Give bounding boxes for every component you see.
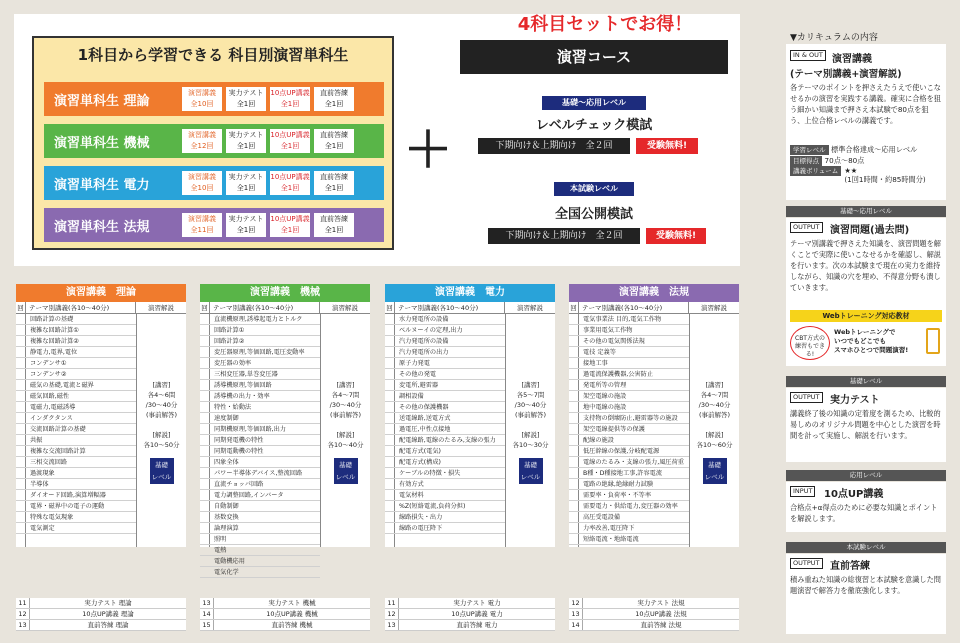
table-row: 誘導機の出力・効率 <box>200 391 320 402</box>
extra-row-label: 10点UP講義 理論 <box>82 610 134 618</box>
lecture-subtitle: (テーマ別講義+演習解説) <box>790 69 902 80</box>
lecture-table-heading: 演習講義 法規 <box>569 284 739 302</box>
extra-row-label: 10点UP講義 電力 <box>451 610 503 618</box>
subject-row-name: 演習単科生 電力 <box>54 177 150 193</box>
table-row: 配線の施設 <box>569 435 689 446</box>
table-row: 電動機応用 <box>200 556 320 567</box>
lecture-table-heading: 演習講義 機械 <box>200 284 370 302</box>
subject-row-chip: 直前答練 全1回 <box>314 87 354 111</box>
table-row: 事業用電気工作物 <box>569 325 689 336</box>
test-description: 講義終了後の知識の定着度を測るため、比較的易しめのオリジナル問題を中心とした演習を時間を計って実施し、解説を行います。 <box>790 409 941 440</box>
extra-row-number: 12 <box>16 609 30 619</box>
past-title: 演習問題(過去問) <box>830 225 910 236</box>
table-row: パワー半導体デバイス,整流回路 <box>200 468 320 479</box>
table-row: 複雑な回路計算② <box>16 336 136 347</box>
basic-level-badge: 基礎 レベル <box>334 458 358 484</box>
test-title: 実力テスト <box>830 395 880 406</box>
commentary-info: [解説] 各10～30分 <box>512 431 549 449</box>
mock2-title: 全国公開模試 <box>554 207 633 222</box>
table-row: 電線のたるみ・支線の張力,風圧荷重 <box>569 457 689 468</box>
table-row: 過電圧,中性点接地 <box>385 424 505 435</box>
lecture-table-extras <box>385 598 555 631</box>
table-row: 半導体 <box>16 479 136 490</box>
table-row: 電気測定 <box>16 523 136 534</box>
table-row: 変圧器の効率 <box>200 358 320 369</box>
extra-row <box>200 598 370 609</box>
extra-row-label: 10点UP講義 法規 <box>635 610 687 618</box>
column-header: テーマ別講義(各10～40分) <box>210 302 320 313</box>
lecture-tag: IN & OUT <box>790 50 826 61</box>
subject-row-chip: 実力テスト 全1回 <box>226 171 266 195</box>
extra-row-label: 直前答練 理論 <box>87 621 129 629</box>
extra-row <box>385 609 555 620</box>
table-row: 変電所,避雷器 <box>385 380 505 391</box>
extra-row <box>569 609 739 620</box>
extra-row-number: 14 <box>569 620 583 630</box>
extra-row <box>385 598 555 609</box>
lecture-block <box>786 44 946 200</box>
table-row: 交流回路計算の基礎 <box>16 424 136 435</box>
subject-row-chip: 演習講義 全10回 <box>182 87 222 111</box>
table-row: ケーブルの特徴・損失 <box>385 468 505 479</box>
table-row: 需要電力・供給電力,変圧器の効率 <box>569 501 689 512</box>
past-level: 基礎～応用レベル <box>786 206 946 217</box>
basic-level-badge: 基礎 レベル <box>519 458 543 484</box>
table-row: 直流チョッパ回路 <box>200 479 320 490</box>
extra-row <box>569 598 739 609</box>
lecture-table-heading: 演習講義 理論 <box>16 284 186 302</box>
table-row: %Z(短絡電流,負荷分担) <box>385 501 505 512</box>
extra-row-label: 実力テスト 電力 <box>453 599 501 607</box>
lecture-level-value: 標準合格達成～応用レベル <box>831 145 918 154</box>
lecture-table <box>200 284 370 576</box>
table-row: 水力発電所の設備 <box>385 314 505 325</box>
table-row: 同期発電機の特性 <box>200 435 320 446</box>
table-row: 電磁力,電磁誘導 <box>16 402 136 413</box>
test-block <box>786 388 946 462</box>
tenup-title: 10点UP講義 <box>824 489 884 500</box>
table-row: 汽力発電所の設備 <box>385 336 505 347</box>
table-row: 変圧器原理,等価回路,電圧変動率 <box>200 347 320 358</box>
table-row: その他の電気関係法規 <box>569 336 689 347</box>
subject-row-chip: 演習講義 全12回 <box>182 129 222 153</box>
lecture-table-columns <box>200 302 370 314</box>
table-row: 同期機原理,等価回路,出力 <box>200 424 320 435</box>
final-level: 本試験レベル <box>786 542 946 553</box>
tenup-tag: INPUT <box>790 486 815 497</box>
final-block <box>786 554 946 634</box>
tenup-block <box>786 482 946 532</box>
subject-row-chip: 10点UP講義 全1回 <box>270 87 310 111</box>
extra-row-label: 10点UP講義 機械 <box>266 610 318 618</box>
table-row: 送電線路,送電方式 <box>385 413 505 424</box>
table-row: 調相設備 <box>385 391 505 402</box>
test-tag: OUTPUT <box>790 392 823 403</box>
extra-row-number: 11 <box>16 598 30 608</box>
subject-course-box <box>32 36 394 250</box>
table-row: 電力調整回路,インバータ <box>200 490 320 501</box>
subject-row-chip: 直前答練 全1回 <box>314 171 354 195</box>
table-row: 複雑な回路計算① <box>16 325 136 336</box>
lecture-table <box>16 284 186 547</box>
table-row: 誘導機原理,等価回路 <box>200 380 320 391</box>
column-header: 演習解説 <box>332 304 358 312</box>
table-row: 地中電線の施設 <box>569 402 689 413</box>
mock1-level-badge: 基礎～応用レベル <box>542 96 646 110</box>
subject-row-name: 演習単科生 機械 <box>54 135 150 151</box>
column-header: 回 <box>385 302 395 313</box>
table-row: 需要率・負荷率・不等率 <box>569 490 689 501</box>
extra-row-number: 13 <box>16 620 30 630</box>
final-tag: OUTPUT <box>790 558 823 569</box>
table-row: 力率改善,電圧降下 <box>569 523 689 534</box>
exercise-course-title: 演習コース <box>460 40 728 74</box>
web-training-text: Webトレーニングで いつでもどこでも スマホひとつで問題演習! <box>834 328 909 354</box>
table-row: 磁気の基礎,電流と磁界 <box>16 380 136 391</box>
table-row: インダクタンス <box>16 413 136 424</box>
web-training-label: Webトレーニング対応教材 <box>790 310 942 322</box>
table-row: 回路計算② <box>200 336 320 347</box>
lecture-table-columns <box>385 302 555 314</box>
table-row: 自動制御 <box>200 501 320 512</box>
table-row: 照明 <box>200 534 320 545</box>
table-row: その他の発電 <box>385 369 505 380</box>
column-header: 回 <box>16 302 26 313</box>
promo-heading: 4科目セットでお得！ <box>517 14 693 35</box>
lecture-table-heading: 演習講義 電力 <box>385 284 555 302</box>
lecture-level-label: 学習レベル <box>790 145 829 155</box>
table-row: 配電方式(構成) <box>385 457 505 468</box>
table-row: 基数変換 <box>200 512 320 523</box>
plus-icon: ＋ <box>404 122 453 178</box>
extra-row-number: 12 <box>385 609 399 619</box>
lecture-description: 各テーマのポイントを押さえたうえで使いこなせるかの演習を実践する講義。確実に合格を狙う細かい知識まで押さえ本試験で80点を狙う、上位合格レベルの講義です。 <box>790 83 941 125</box>
subject-row-chip: 実力テスト 全1回 <box>226 129 266 153</box>
past-block <box>786 218 946 366</box>
table-row: コンデンサ① <box>16 358 136 369</box>
subject-row-chip: 演習講義 全10回 <box>182 171 222 195</box>
subject-row-chip: 演習講義 全11回 <box>182 213 222 237</box>
table-row: 直流機原理,誘導起電力とトルク <box>200 314 320 325</box>
lecture-table-columns <box>16 302 186 314</box>
lecture-table <box>385 284 555 547</box>
table-row: 回路計算① <box>200 325 320 336</box>
lecture-volume-label: 講義ボリューム <box>790 166 841 176</box>
tenup-level: 応用レベル <box>786 470 946 481</box>
final-description: 積み重ねた知識の総復習と本試験を意識した問題演習で解答力を徹底強化します。 <box>790 575 941 595</box>
extra-row <box>16 620 186 631</box>
table-row: 論理演算 <box>200 523 320 534</box>
table-row: 過渡現象 <box>16 468 136 479</box>
table-row: B種・D種接地工事,許容電流 <box>569 468 689 479</box>
subject-row <box>44 82 384 116</box>
table-row: 有効方式 <box>385 479 505 490</box>
commentary-info: [解説] 各10～40分 <box>327 431 364 449</box>
table-row: 磁気回路,磁性 <box>16 391 136 402</box>
subject-row <box>44 166 384 200</box>
table-row: 特性・始動法 <box>200 402 320 413</box>
past-description: テーマ別講義で押さえた知識を、演習問題を解くことで実際に使いこなせるかを確認し、解説を行います。次の本試験まで現在の実力を維持しながら、知識の穴を埋め、不得意分野も潰していきます。 <box>790 239 941 292</box>
extra-row-label: 実力テスト 理論 <box>84 599 132 607</box>
mock2-schedule: 下期向け＆上期向け 全２回 <box>488 228 640 244</box>
table-row: 過電流保護機器,公害防止 <box>569 369 689 380</box>
subject-row-chip: 10点UP講義 全1回 <box>270 213 310 237</box>
table-row: 低圧幹線の保護,分岐配電源 <box>569 446 689 457</box>
table-row: 配電線路,電線のたるみ,支線の張力 <box>385 435 505 446</box>
extra-row <box>200 609 370 620</box>
basic-level-badge: 基礎 レベル <box>703 458 727 484</box>
lecture-volume-value: ★★ (1回1時間・約85時間分) <box>844 166 926 184</box>
table-row: 速度制御 <box>200 413 320 424</box>
exercise-info: [講習] 各5～7問 /30～40分 (事前解答) <box>514 381 547 419</box>
table-row: その他の保護機器 <box>385 402 505 413</box>
commentary-info: [解説] 各10～60分 <box>696 431 733 449</box>
extra-row <box>16 598 186 609</box>
lecture-table <box>569 284 739 547</box>
extra-row <box>569 620 739 631</box>
table-row: 電技 定義等 <box>569 347 689 358</box>
lecture-target-value: 70点～80点 <box>824 156 865 165</box>
mock2-free-badge: 受験無料! <box>646 228 706 244</box>
mock1-title: レベルチェック模試 <box>535 118 653 133</box>
table-row: 架空電線の施設 <box>569 391 689 402</box>
cbt-badge: CBT方式の 練習もできる! <box>790 326 830 360</box>
mock1-schedule: 下期向け＆上期向け 全２回 <box>478 138 630 154</box>
extra-row <box>385 620 555 631</box>
table-row: 三相交流回路 <box>16 457 136 468</box>
mock1-free-badge: 受験無料! <box>636 138 698 154</box>
subject-row-chip: 直前答練 全1回 <box>314 129 354 153</box>
table-row: 同期電動機の特性 <box>200 446 320 457</box>
lecture-target-label: 目標得点 <box>790 156 822 166</box>
table-row: 電路の絶縁,絶縁耐力試験 <box>569 479 689 490</box>
extra-row-number: 15 <box>200 620 214 630</box>
column-header: テーマ別講義(各10～40分) <box>395 302 505 313</box>
table-row: 特殊な電気現象 <box>16 512 136 523</box>
subject-row-chip: 実力テスト 全1回 <box>226 213 266 237</box>
curriculum-heading: ▼カリキュラムの内容 <box>790 33 878 43</box>
tenup-description: 合格点+α得点のために必要な知識とポイントを解説します。 <box>790 503 938 523</box>
extra-row-label: 直前答練 法規 <box>640 621 682 629</box>
subject-box-title: 1科目から学習できる 科目別演習単科生 <box>77 46 349 64</box>
subject-row-name: 演習単科生 理論 <box>54 93 150 109</box>
extra-row-label: 直前答練 電力 <box>456 621 498 629</box>
subject-row-name: 演習単科生 法規 <box>54 219 150 235</box>
table-row: 配電方式(電気) <box>385 446 505 457</box>
table-row: 共振 <box>16 435 136 446</box>
lecture-title: 演習講義 <box>832 54 872 65</box>
table-row: 原子力発電 <box>385 358 505 369</box>
column-header: 回 <box>569 302 579 313</box>
subject-row-chip: 直前答練 全1回 <box>314 213 354 237</box>
subject-row <box>44 124 384 158</box>
extra-row-number: 12 <box>569 598 583 608</box>
extra-row-number: 14 <box>200 609 214 619</box>
table-row: 発電所等の管理 <box>569 380 689 391</box>
table-row: ベルヌーイの定理,出力 <box>385 325 505 336</box>
extra-row-label: 実力テスト 法規 <box>637 599 685 607</box>
extra-row-label: 直前答練 機械 <box>271 621 313 629</box>
lecture-table-columns <box>569 302 739 314</box>
extra-row <box>200 620 370 631</box>
lecture-table-extras <box>16 598 186 631</box>
table-row: 静電力,電界,電位 <box>16 347 136 358</box>
column-header: 演習解説 <box>148 304 174 312</box>
column-header: 演習解説 <box>517 304 543 312</box>
table-row: コンデンサ② <box>16 369 136 380</box>
past-tag: OUTPUT <box>790 222 823 233</box>
table-row: 接地工事 <box>569 358 689 369</box>
table-row: 線路の電圧降下 <box>385 523 505 534</box>
lecture-table-extras <box>200 598 370 631</box>
basic-level-badge: 基礎 レベル <box>150 458 174 484</box>
column-header: テーマ別講義(各10～40分) <box>26 302 136 313</box>
subject-row <box>44 208 384 242</box>
extra-row-number: 13 <box>200 598 214 608</box>
table-row: 短絡電流・地絡電流 <box>569 534 689 545</box>
table-row: 電気材料 <box>385 490 505 501</box>
mock2-level-badge: 本試験レベル <box>554 182 634 196</box>
table-row: 回路計算の基礎 <box>16 314 136 325</box>
extra-row-number: 13 <box>569 609 583 619</box>
exercise-info: [講習] 各4～7問 /30～40分 (事前解答) <box>329 381 362 419</box>
smartphone-icon <box>926 328 940 354</box>
subject-row-chip: 10点UP講義 全1回 <box>270 171 310 195</box>
table-row: 電界・磁界中の電子の運動 <box>16 501 136 512</box>
exercise-info: [講習] 各4～7問 /30～40分 (事前解答) <box>698 381 731 419</box>
extra-row <box>16 609 186 620</box>
extra-row-number: 13 <box>385 620 399 630</box>
table-row: 複雑な交流回路計算 <box>16 446 136 457</box>
test-level: 基礎レベル <box>786 376 946 387</box>
table-row: 高圧受電設備 <box>569 512 689 523</box>
table-row: 支持物の倒壊防止,避雷器等の施設 <box>569 413 689 424</box>
final-title: 直前答練 <box>830 561 870 572</box>
exercise-info: [講習] 各4～6問 /30～40分 (事前解答) <box>145 381 178 419</box>
table-row: 電熱 <box>200 545 320 556</box>
extra-row-label: 実力テスト 機械 <box>268 599 316 607</box>
column-header: テーマ別講義(各10～40分) <box>579 302 689 313</box>
table-row: 三相変圧器,単巻変圧器 <box>200 369 320 380</box>
table-row: 電気化学 <box>200 567 320 578</box>
table-row: 電気事業法 目的,電気工作物 <box>569 314 689 325</box>
table-row: 四象全体 <box>200 457 320 468</box>
column-header: 演習解説 <box>701 304 727 312</box>
subject-row-chip: 10点UP講義 全1回 <box>270 129 310 153</box>
subject-row-chip: 実力テスト 全1回 <box>226 87 266 111</box>
extra-row-number: 11 <box>385 598 399 608</box>
table-row: 架空電線提供等の保護 <box>569 424 689 435</box>
lecture-table-extras <box>569 598 739 631</box>
column-header: 回 <box>200 302 210 313</box>
table-row: 汽力発電所の出力 <box>385 347 505 358</box>
commentary-info: [解説] 各10～50分 <box>143 431 180 449</box>
table-row: ダイオード回路,演算増幅器 <box>16 490 136 501</box>
table-row: 線路損失・出力 <box>385 512 505 523</box>
